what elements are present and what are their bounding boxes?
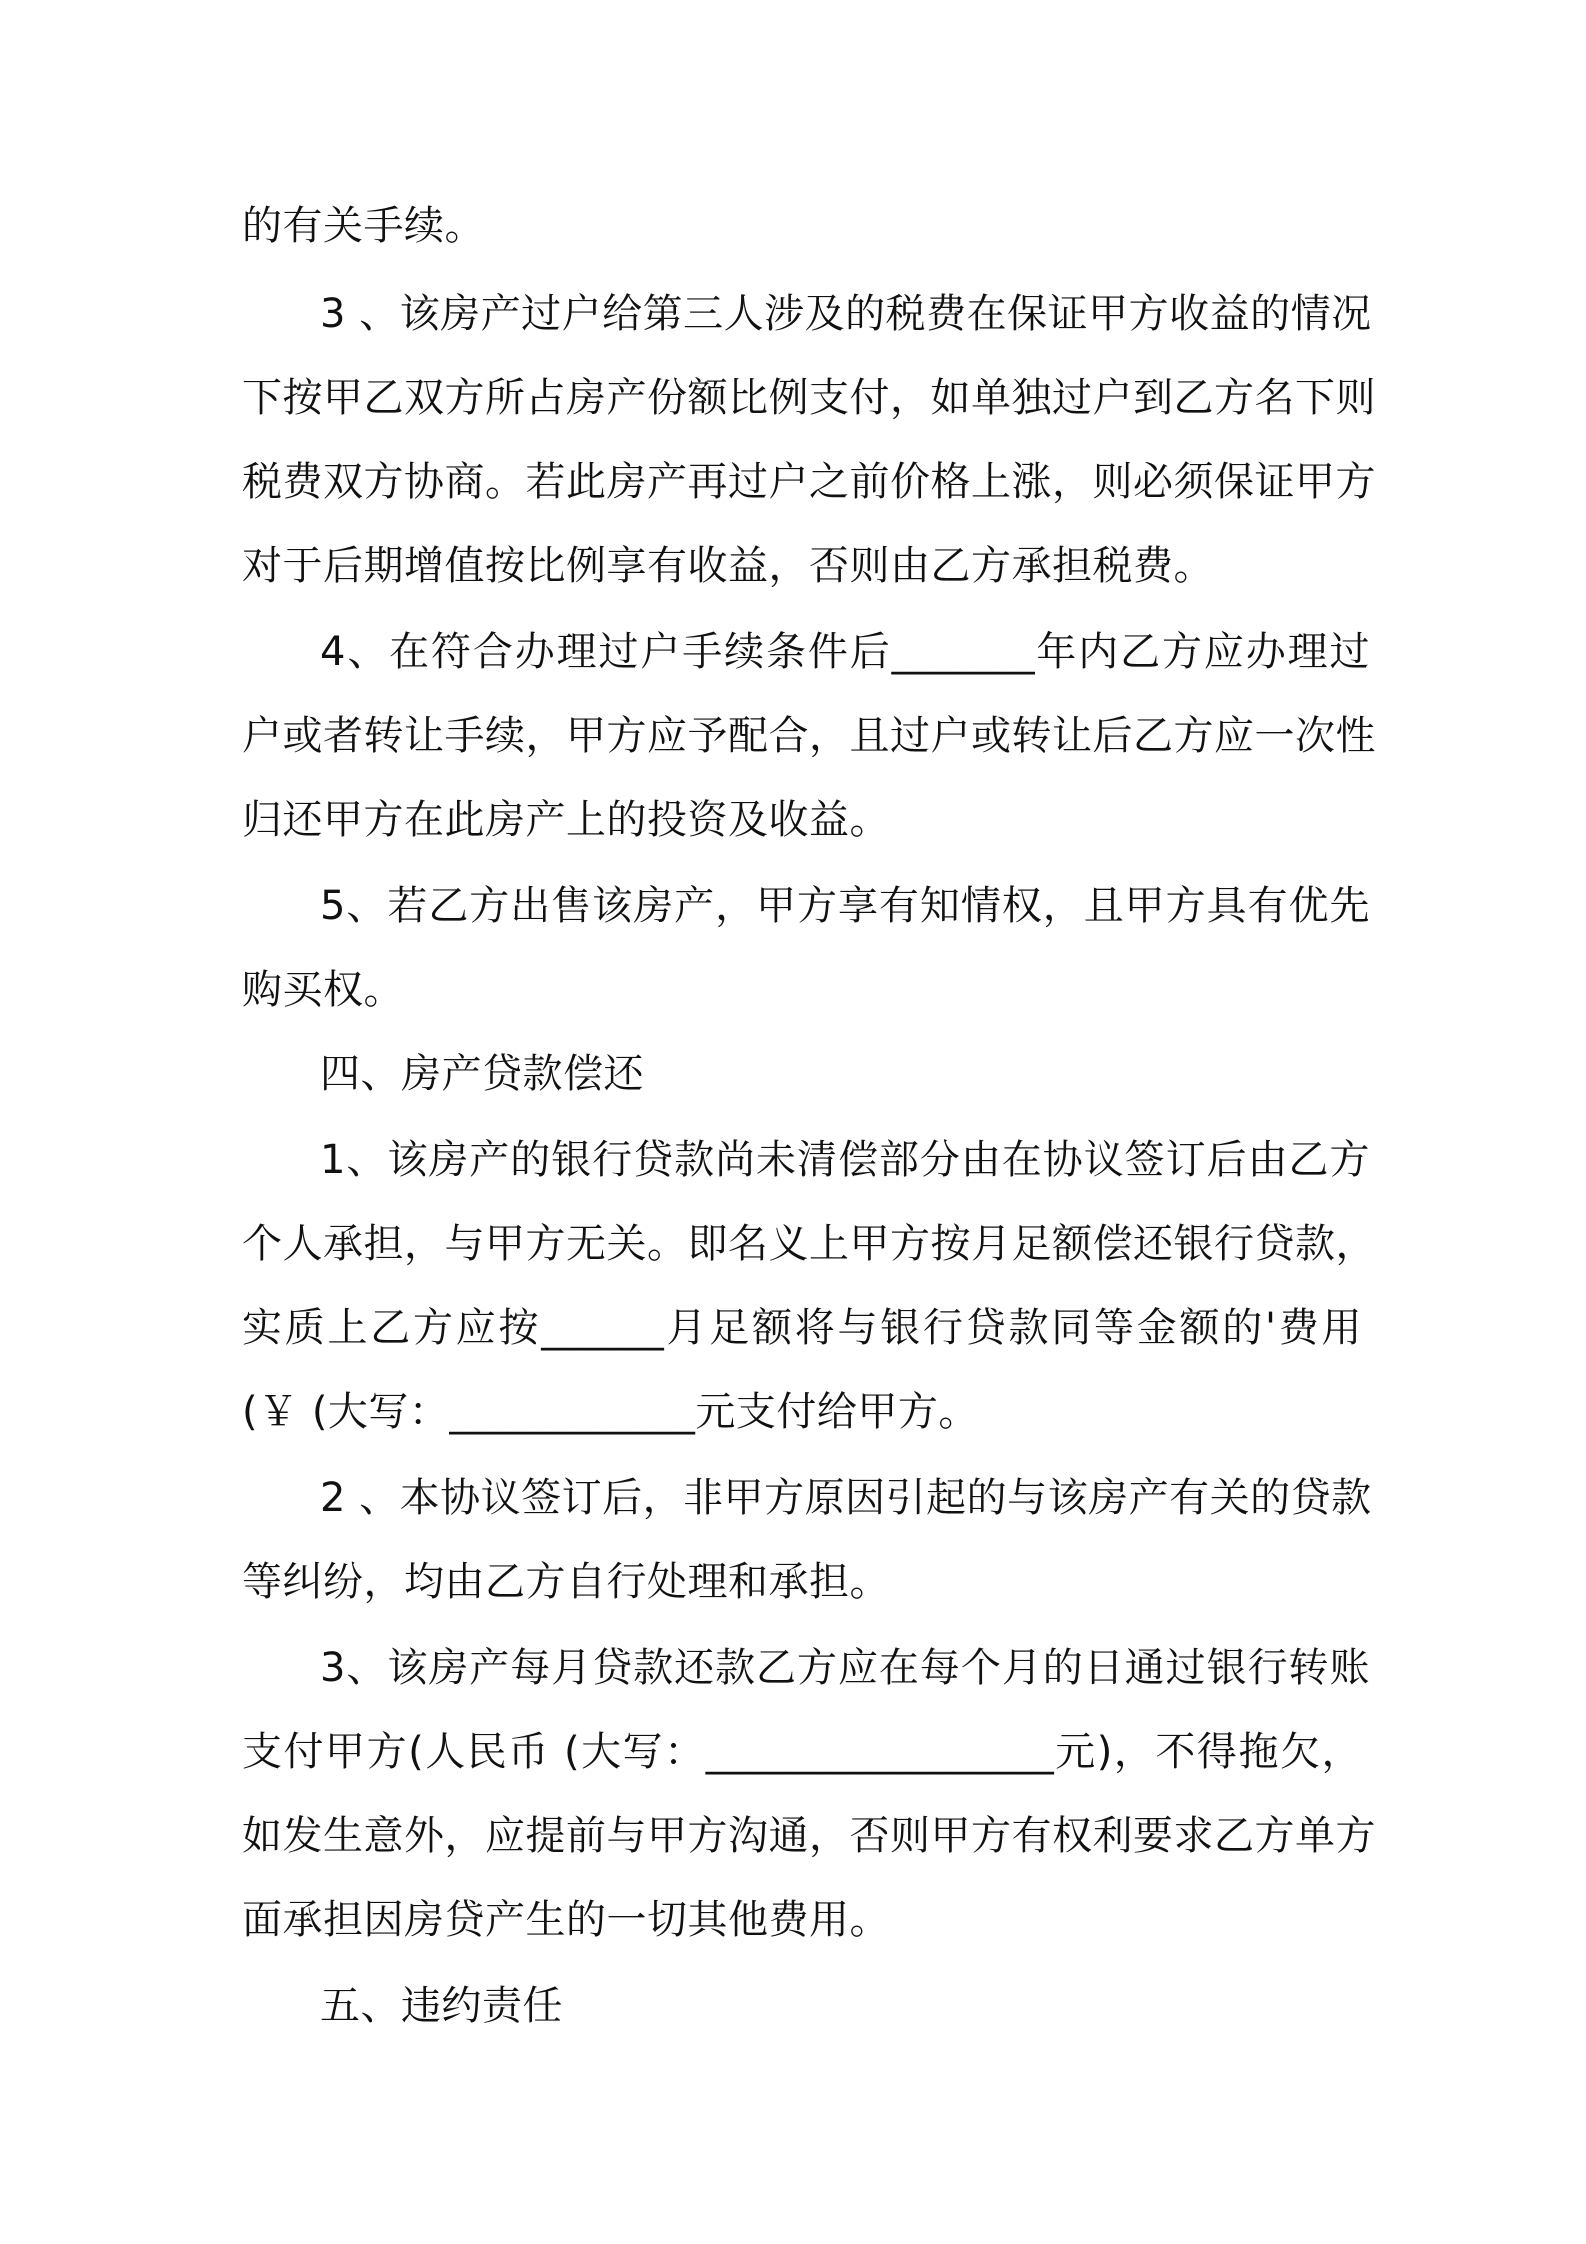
text-line: 5、若乙方出售该房产，甲方享有知情权，且甲方具有优先 (320, 883, 1370, 929)
text-line: 4、在符合办理过户手续条件后_______年内乙方应办理过 (320, 629, 1370, 675)
text-line: 面承担因房贷产生的一切其他费用。 (242, 1897, 890, 1943)
text-line: 下按甲乙双方所占房产份额比例支付，如单独过户到乙方名下则 (242, 375, 1376, 421)
text-line: 购买权。 (242, 967, 404, 1013)
text-line: (￥ (大写：____________元支付给甲方。 (242, 1389, 979, 1435)
text-line: 的有关手续。 (242, 203, 485, 249)
text-line: 3、该房产每月贷款还款乙方应在每个月的日通过银行转账 (320, 1645, 1370, 1691)
text-line: 户或者转让手续，甲方应予配合，且过户或转让后乙方应一次性 (242, 713, 1376, 759)
text-line: 支付甲方(人民币 (大写：_________________元)，不得拖欠， (242, 1729, 1362, 1775)
text-line: 1、该房产的银行贷款尚未清偿部分由在协议签订后由乙方 (320, 1137, 1370, 1183)
section-heading: 五、违约责任 (320, 1983, 563, 2029)
text-line: 归还甲方在此房产上的投资及收益。 (242, 797, 890, 843)
section-heading: 四、房产贷款偿还 (320, 1051, 644, 1097)
text-line: 个人承担，与甲方无关。即名义上甲方按月足额偿还银行贷款， (242, 1221, 1376, 1267)
text-line: 2 、本协议签订后，非甲方原因引起的与该房产有关的贷款 (320, 1475, 1372, 1521)
text-line: 对于后期增值按比例享有收益，否则由乙方承担税费。 (242, 543, 1214, 589)
text-line: 等纠纷，均由乙方自行处理和承担。 (242, 1559, 890, 1605)
text-line: 税费双方协商。若此房产再过户之前价格上涨，则必须保证甲方 (242, 459, 1376, 505)
text-line: 如发生意外，应提前与甲方沟通，否则甲方有权利要求乙方单方 (242, 1813, 1376, 1859)
text-line: 3 、该房产过户给第三人涉及的税费在保证甲方收益的情况 (320, 291, 1372, 337)
text-line: 实质上乙方应按______月足额将与银行贷款同等金额的'费用 (242, 1305, 1362, 1351)
